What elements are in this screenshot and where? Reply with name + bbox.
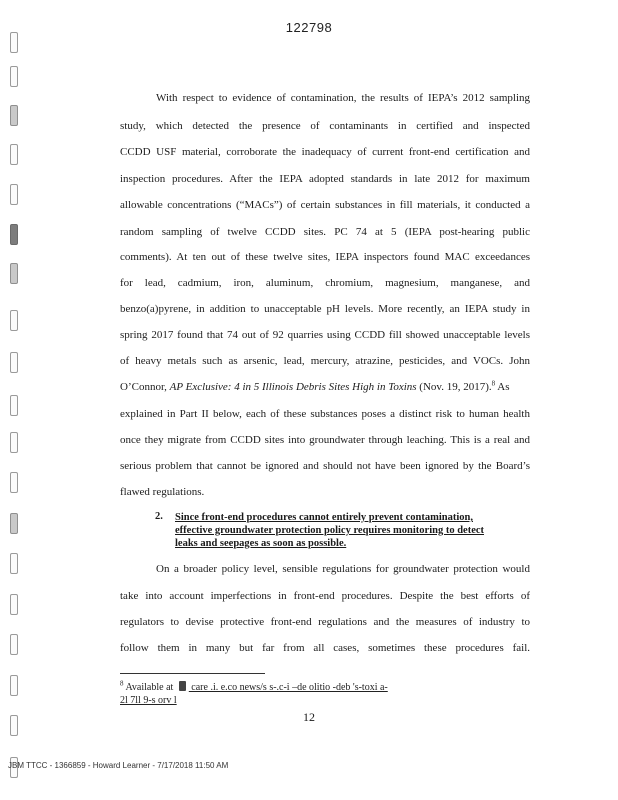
bates-stamp-number: 122798 [285,20,333,35]
punch-mark [10,675,18,696]
citation-date: (Nov. 19, 2017). [416,381,492,393]
heading-number: 2. [155,511,163,522]
footnote-marker: 8 [120,679,124,688]
punch-mark [10,310,18,331]
citation-line [120,380,530,394]
filing-stamp: JBM TTCC - 1366859 - Howard Learner - 7/17/2018 11:50 AM [8,761,229,770]
body-text-line: With respect to evidence of contamination, the results of IEPA’s 2012 sampling [156,92,530,104]
body-text-line: flawed regulations. [120,486,205,498]
punch-mark [10,594,18,615]
punch-mark [10,432,18,453]
citation-tail: As [495,381,510,393]
punch-mark [10,184,18,205]
footnote-reference[interactable]: 8 [491,380,496,388]
footnote-url-link-continued[interactable]: 2l 7ll 9-s orv l [120,695,177,706]
punch-mark [10,224,18,245]
punch-mark [10,32,18,53]
punch-mark [10,66,18,87]
body-text-line: allowable concentrations (“MACs”) of certain substances in fill materials, it conducted a [120,199,530,211]
punch-mark [10,513,18,534]
footnote-rule [120,673,265,674]
body-text-line: On a broader policy level, sensible regulations for groundwater protection would [156,563,530,575]
punch-mark [10,105,18,126]
body-text-line: serious problem that cannot be ignored and should not have been ignored by the Board’s [120,460,530,472]
punch-mark [10,634,18,655]
citation-title: AP Exclusive: 4 in 5 Illinois Debris Sites High in Toxins [169,381,417,393]
footnote-lead: Available at [123,682,176,693]
body-text-line: spring 2017 found that 74 out of 92 quarries using CCDD fill showed unacceptable levels [120,329,530,341]
footnote-url-link[interactable]: care .i. e.co news/s s-.c-i –de olitio -deb 's-toxi a- [188,682,388,693]
body-text-line: inspection procedures. After the IEPA adopted standards in late 2012 for maximum [120,173,530,185]
body-text-line: explained in Part II below, each of these substances poses a distinct risk to human health [120,408,530,420]
redaction-mark [179,681,186,691]
heading-line: effective groundwater protection policy requires monitoring to detect [175,525,485,536]
punch-mark [10,472,18,493]
body-text-line: take into account imperfections in front-end procedures. Despite the best efforts of [120,590,530,602]
body-text-line: regulators to devise protective front-end regulations and the measures of industry to [120,616,530,628]
body-text-line: study, which detected the presence of contaminants in certified and inspected [120,120,530,132]
body-text-line: random sampling of twelve CCDD sites. PC 74 at 5 (IEPA post-hearing public [120,226,530,238]
page-number: 12 [303,710,315,724]
footnote-line [120,681,388,694]
body-text-line: once they migrate from CCDD sites into groundwater through leaching. This is a real and [120,434,530,446]
body-text-line: benzo(a)pyrene, in addition to unacceptable pH levels. More recently, an IEPA study in [120,303,530,315]
punch-mark [10,352,18,373]
body-text-line: for lead, cadmium, iron, aluminum, chromium, magnesium, manganese, and [120,277,530,289]
punch-mark [10,553,18,574]
punch-mark [10,144,18,165]
body-text-line: follow them in many but far from all cases, sometimes these procedures fail. [120,642,530,654]
heading-line: Since front-end procedures cannot entirely prevent contamination, [175,512,473,523]
punch-mark [10,263,18,284]
body-text-line: of heavy metals such as arsenic, lead, mercury, atrazine, pesticides, and VOCs. John [120,355,530,367]
citation-author: O’Connor, [120,381,170,393]
punch-mark [10,395,18,416]
body-text-line: comments). At ten out of these twelve sites, IEPA inspectors found MAC exceedances [120,251,530,263]
heading-line: leaks and seepages as soon as possible. [175,538,347,549]
body-text-line: CCDD USF material, corroborate the inadequacy of current front-end certification and [120,146,530,158]
